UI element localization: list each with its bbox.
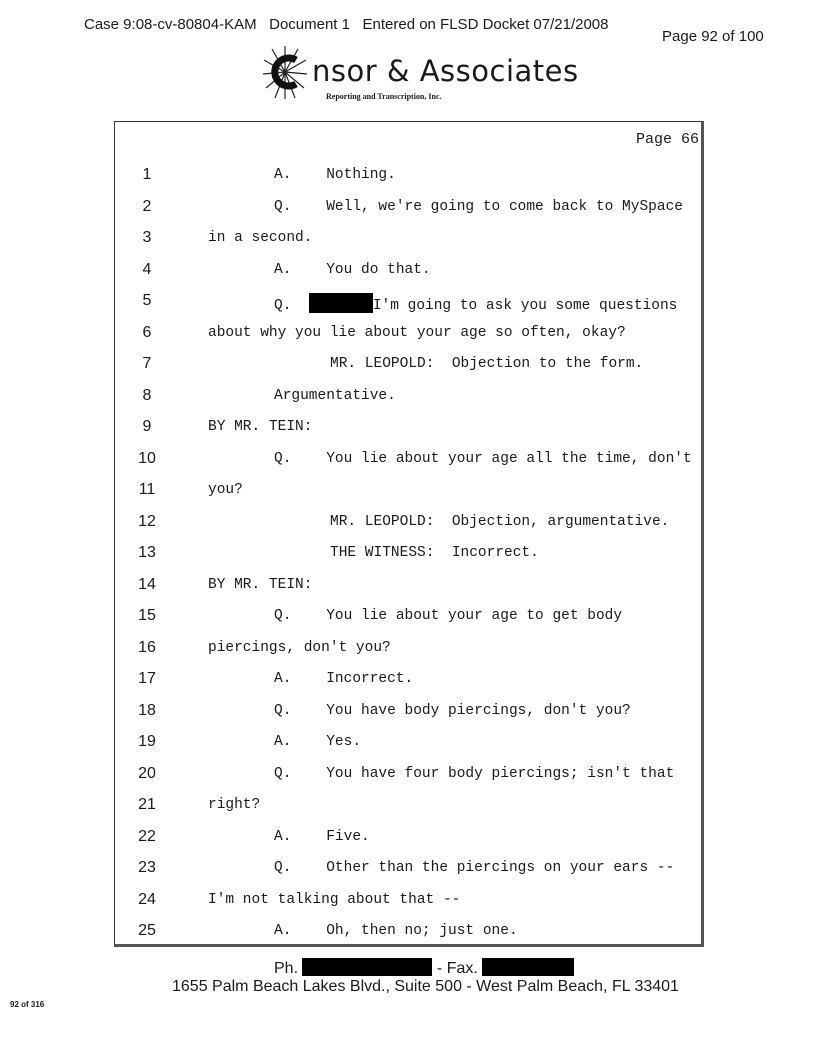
line-text: Q. You lie about your age all the time, don't (274, 450, 692, 467)
line-number: 11 (138, 481, 156, 498)
transcript-line (330, 356, 643, 372)
transcript-line (208, 640, 391, 656)
docket-entry: Entered on FLSD Docket 07/21/2008 (362, 16, 609, 33)
line-number: 12 (138, 512, 156, 530)
line-number: 25 (138, 922, 156, 939)
line-text: Q. You have four body piercings; isn't that (274, 765, 675, 782)
line-text: A. Oh, then no; just one. (274, 923, 518, 939)
line-text: Argumentative. (274, 387, 396, 404)
line-text: Q. You have body piercings, don't you? (274, 702, 631, 719)
line-text-continued: I'm going to ask you some questions (372, 298, 678, 314)
footer-address: 1655 Palm Beach Lakes Blvd., Suite 500 - West Palm Beach, FL 33401 (172, 978, 679, 995)
transcript-line (330, 514, 669, 530)
line-number: 22 (138, 827, 156, 845)
fax-redaction (482, 958, 574, 976)
transcript-line (208, 797, 260, 813)
line-number: 9 (142, 418, 152, 435)
transcript-page-label: Page 66 (636, 131, 700, 148)
transcript-line (274, 671, 413, 687)
transcript-line (274, 829, 370, 845)
line-number: 16 (138, 638, 156, 656)
line-text: you? (208, 482, 243, 498)
line-number: 10 (138, 449, 156, 467)
line-text: I'm not talking about that -- (208, 891, 461, 908)
line-number: 13 (138, 544, 156, 561)
footer-contact (274, 958, 574, 978)
line-number: 21 (138, 796, 156, 813)
transcript-line (208, 577, 312, 593)
fax-label: - Fax. (436, 960, 478, 977)
transcript-line (274, 262, 431, 278)
transcript-line (274, 923, 518, 939)
line-number: 17 (138, 670, 156, 687)
line-text: A. Five. (274, 828, 370, 845)
transcript-line (274, 608, 622, 624)
page-count: 92 of 316 (10, 1000, 45, 1009)
line-number: 15 (138, 607, 156, 624)
transcript-line (274, 451, 692, 467)
logo-emblem-icon (262, 44, 308, 100)
line-number: 1 (142, 166, 152, 183)
transcript-line (208, 419, 312, 435)
line-text: in a second. (208, 230, 313, 246)
case-header (84, 16, 609, 33)
line-text: A. Yes. (274, 734, 362, 750)
transcript-line (274, 388, 396, 404)
company-tagline: Reporting and Transcription, Inc. (326, 92, 442, 101)
line-text: A. You do that. (274, 261, 431, 278)
line-number: 14 (138, 575, 156, 593)
line-text: Q. Other than the piercings on your ears -- (274, 860, 675, 876)
phone-label: Ph. (274, 960, 299, 977)
line-text: MR. LEOPOLD: Objection, argumentative. (330, 513, 670, 530)
transcript-line (274, 703, 631, 719)
line-text: Q. You lie about your age to get body (274, 608, 623, 624)
line-number: 8 (142, 386, 152, 404)
transcript-line (274, 766, 674, 782)
name-redaction (309, 293, 373, 313)
transcript-line (274, 860, 674, 876)
transcript-line (330, 545, 539, 561)
line-text: A. Nothing. (274, 167, 396, 183)
page-of-total: Page 92 of 100 (662, 28, 764, 45)
transcript-line (208, 230, 312, 246)
transcript-line (274, 167, 396, 183)
line-number: 7 (142, 355, 152, 372)
transcript-frame (114, 121, 704, 947)
transcript-line (274, 293, 677, 314)
transcript-line (274, 734, 361, 750)
transcript-line (208, 325, 626, 341)
line-text: Q. Well, we're going to come back to MySpace (274, 198, 683, 215)
line-text: piercings, don't you? (208, 639, 391, 656)
line-number: 4 (142, 260, 152, 278)
company-logo (262, 44, 579, 112)
line-text: BY MR. TEIN: (208, 576, 313, 593)
transcript-line (208, 892, 460, 908)
transcript-line (274, 199, 683, 215)
line-number: 18 (138, 701, 156, 719)
phone-redaction (302, 958, 432, 976)
line-number: 3 (142, 229, 152, 246)
line-number: 20 (138, 764, 156, 782)
line-number: 23 (138, 859, 156, 876)
line-text: about why you lie about your age so often, okay? (208, 324, 626, 341)
line-text: Q. (274, 298, 309, 314)
line-text: right? (208, 797, 261, 813)
line-number: 24 (138, 890, 156, 908)
line-text: BY MR. TEIN: (208, 419, 313, 435)
line-number: 19 (138, 733, 156, 750)
case-number: Case 9:08-cv-80804-KAM (84, 16, 257, 33)
document-number: Document 1 (269, 16, 350, 33)
line-number: 6 (142, 323, 152, 341)
transcript-line (208, 482, 243, 498)
line-number: 5 (142, 292, 152, 309)
line-number: 2 (142, 197, 152, 215)
line-text: MR. LEOPOLD: Objection to the form. (330, 356, 644, 372)
line-text: THE WITNESS: Incorrect. (330, 545, 539, 561)
company-name: nsor & Associates (312, 54, 579, 88)
line-text: A. Incorrect. (274, 671, 414, 687)
